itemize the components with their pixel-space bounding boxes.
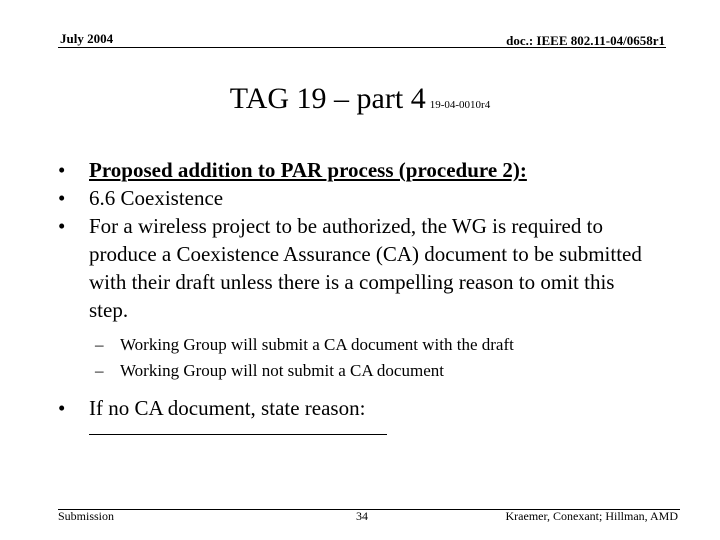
footer-submission: Submission [58, 509, 115, 523]
header-doc-id: doc.: IEEE 802.11-04/0658r1 [506, 33, 665, 48]
footer-page-number: 34 [356, 509, 368, 523]
bullet-dot: • [58, 396, 66, 420]
bullet-item [58, 394, 658, 422]
sub-bullet-dash: – [95, 335, 104, 354]
header-rule [58, 47, 666, 48]
bullet-item [58, 184, 658, 212]
footer-authors: Kraemer, Conexant; Hillman, AMD [505, 509, 678, 523]
bullet-text: For a wireless project to be authorized, the WG is required to produce a Coexistence Assurance (CA) document to be submitted with their draft unless there is a compelling reason to omit this step. [89, 214, 642, 322]
sub-bullet-item [58, 332, 658, 358]
bullet-dot: • [58, 158, 66, 182]
bullet-text: Proposed addition to PAR process (procedure 2): [89, 158, 527, 182]
sub-bullet-item [58, 358, 658, 384]
bullet-item [58, 212, 658, 324]
slide-title [0, 82, 720, 116]
sub-bullet-dash: – [95, 361, 104, 380]
bullet-list [58, 156, 658, 435]
bullet-text: If no CA document, state reason: [89, 396, 366, 420]
sub-bullet-text: Working Group will submit a CA document with the draft [120, 335, 514, 354]
sub-bullet-list [58, 332, 658, 384]
bullet-dot: • [58, 214, 66, 238]
title-tag: 19-04-0010r4 [429, 99, 491, 111]
bullet-text: 6.6 Coexistence [89, 186, 224, 210]
header-date: July 2004 [60, 31, 114, 46]
title-main: TAG 19 – part 4 [229, 82, 426, 115]
bullet-item [58, 156, 658, 184]
sub-bullet-text: Working Group will not submit a CA document [120, 361, 444, 380]
fill-in-blank-line [89, 434, 387, 435]
bullet-dot: • [58, 186, 66, 210]
